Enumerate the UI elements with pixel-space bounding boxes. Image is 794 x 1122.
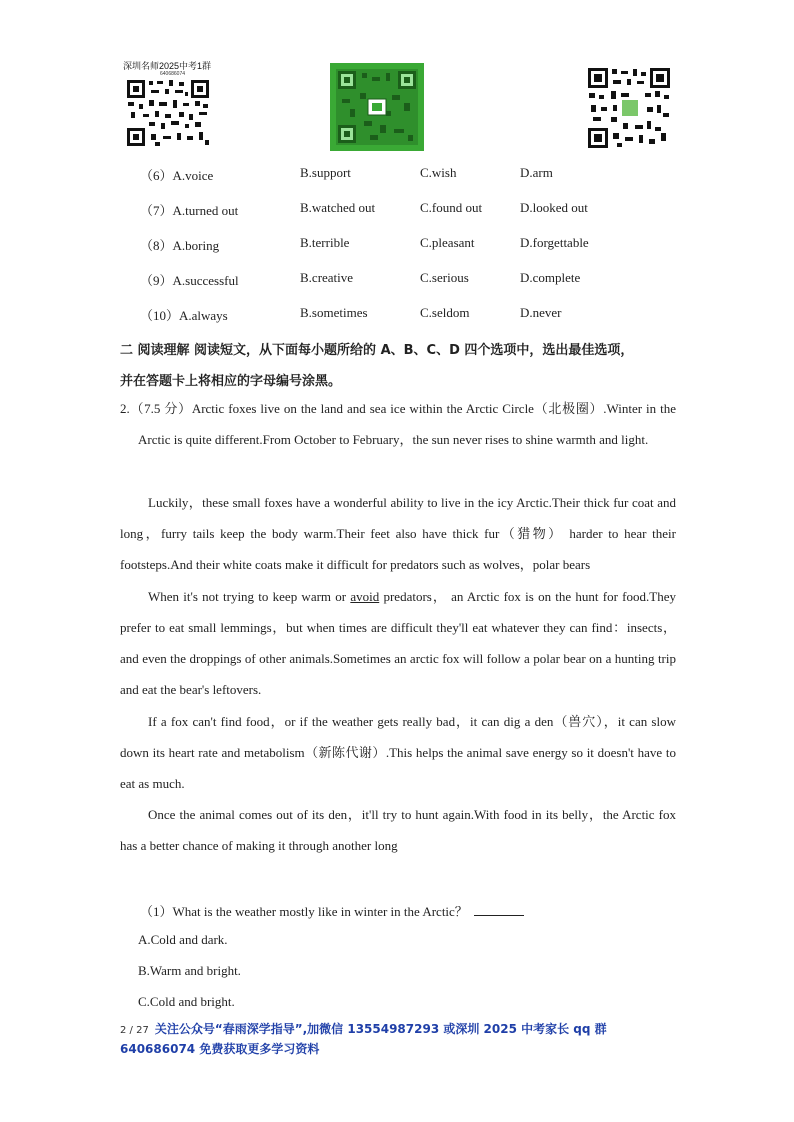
passage-paragraph-1 [120, 393, 676, 455]
footer-promo-line1: 关注公众号“春雨深学指导”,加微信 13554987293 或深圳 2025 中考家长 qq 群 [154, 1022, 607, 1036]
question-1 [140, 901, 524, 920]
qr-code-center [330, 63, 424, 151]
qr-code-left [125, 78, 211, 148]
option-c: C.seldom [420, 305, 470, 320]
option-a: （10）A.always [140, 308, 228, 323]
option-a: （8）A.boring [140, 238, 220, 253]
option-b: B.creative [300, 270, 354, 285]
qr-code-left-graphic [125, 78, 211, 148]
passage-paragraph-3 [120, 581, 676, 705]
answer-blank [474, 903, 524, 916]
qr-code-center-graphic [330, 63, 424, 151]
option-a: （7）A.turned out [140, 203, 239, 218]
section-title-line1: 二 阅读理解 阅读短文，从下面每小题所给的 A、B、C、D 四个选项中，选出最佳选项， [120, 343, 634, 358]
option-c: C.found out [420, 200, 483, 215]
paragraph-text: 2.（7.5 分）Arctic foxes live on the land and sea ice within the Arctic Circle（北极圈）.Winter in the Arctic is quite different.From October to February，the sun never rises to shine warmth and light. [120, 401, 676, 447]
option-row-8 [0, 235, 794, 255]
option-b: B.sometimes [300, 305, 368, 320]
option-row-9 [0, 270, 794, 290]
option-d: D.complete [520, 270, 581, 285]
qr-code-right [587, 67, 671, 149]
option-b: B.terrible [300, 235, 350, 250]
choice-b: B.Warm and bright. [138, 963, 241, 978]
option-row-7 [0, 200, 794, 220]
passage-paragraph-5 [120, 799, 676, 861]
paragraph-text: predators， an Arctic fox is on the hunt for food.They prefer to eat small lemmings，but when times are difficult they'll eat whatever they can find：insects，and even the droppings of other animals.Sometimes an arctic fox will follow a polar bear on a hunting trip and eat the bear's leftovers. [120, 589, 676, 697]
option-d: D.forgettable [520, 235, 589, 250]
option-row-6 [0, 165, 794, 185]
underlined-word: avoid [350, 589, 380, 604]
qr-code-right-graphic [587, 67, 671, 149]
section-title-line2: 并在答题卡上将相应的字母编号涂黑。 [120, 374, 342, 389]
paragraph-text: When it's not trying to keep warm or [148, 589, 351, 604]
choice-a: A.Cold and dark. [138, 932, 228, 947]
option-d: D.looked out [520, 200, 588, 215]
footer-line-1 [120, 1020, 680, 1040]
page-number: 2 / 27 [120, 1025, 149, 1036]
option-b: B.watched out [300, 200, 376, 215]
option-c: C.wish [420, 165, 457, 180]
qr-left-caption: 深圳名师2025中考1群 [123, 61, 212, 71]
option-c: C.serious [420, 270, 469, 285]
option-row-10 [0, 305, 794, 325]
option-c: C.pleasant [420, 235, 475, 250]
paragraph-text: Once the animal comes out of its den，it'll try to hunt again.With food in its belly，the Arctic fox has a better chance of making it through another long [120, 807, 676, 853]
option-b: B.support [300, 165, 351, 180]
qr-left-sub: 640686074 [160, 71, 186, 77]
passage-paragraph-2 [120, 487, 676, 580]
passage-paragraph-4 [120, 706, 676, 799]
page-footer [120, 1020, 680, 1058]
option-d: D.never [520, 305, 562, 320]
question-text: （1）What is the weather mostly like in winter in the Arctic？ [140, 904, 468, 919]
paragraph-text: Luckily，these small foxes have a wonderful ability to live in the icy Arctic.Their thick fur coat and long，furry tails keep the body warm.Their feet also have thick fur（猎物） harder to hear their footsteps.And their white coats make it difficult for predators such as wolves，polar bears [120, 495, 676, 572]
paragraph-text: If a fox can't find food，or if the weather gets really bad，it can dig a den（兽穴），it can slow down its heart rate and metabolism（新陈代谢）.This helps the animal save energy so it doesn't have to eat as much. [120, 714, 676, 791]
option-d: D.arm [520, 165, 553, 180]
option-a: （9）A.successful [140, 273, 239, 288]
footer-promo-line2: 640686074 免费获取更多学习资料 [120, 1042, 320, 1056]
choice-c: C.Cold and bright. [138, 994, 235, 1009]
option-a: （6）A.voice [140, 168, 214, 183]
